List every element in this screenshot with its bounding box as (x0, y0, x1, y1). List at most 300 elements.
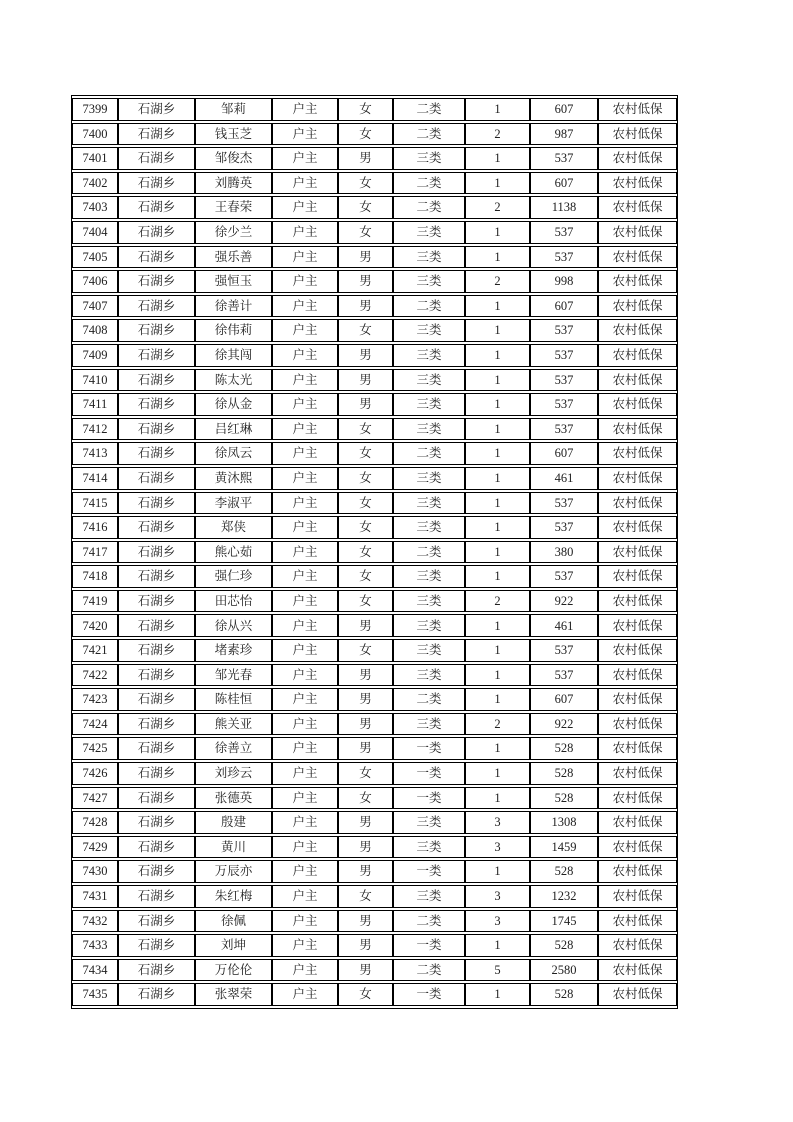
cell-amount: 537 (530, 221, 598, 244)
table-row (72, 344, 677, 367)
cell-relation: 户主 (272, 910, 338, 933)
cell-gender: 男 (338, 393, 393, 416)
cell-gender: 男 (338, 664, 393, 687)
cell-amount: 922 (530, 713, 598, 736)
cell-gender: 女 (338, 565, 393, 588)
table-row (72, 147, 677, 170)
cell-assistance-type: 农村低保 (598, 541, 677, 564)
cell-assistance-type: 农村低保 (598, 492, 677, 515)
cell-amount: 537 (530, 565, 598, 588)
cell-assistance-type: 农村低保 (598, 910, 677, 933)
table-row (72, 98, 677, 121)
cell-category: 三类 (393, 885, 465, 908)
cell-household-count: 1 (465, 516, 530, 539)
cell-township: 石湖乡 (118, 787, 195, 810)
cell-township: 石湖乡 (118, 811, 195, 834)
cell-name: 徐佩 (195, 910, 272, 933)
cell-relation: 户主 (272, 246, 338, 269)
cell-township: 石湖乡 (118, 664, 195, 687)
cell-name: 堵素珍 (195, 639, 272, 662)
cell-serial-number: 7402 (72, 172, 118, 195)
table-row (72, 713, 677, 736)
cell-township: 石湖乡 (118, 934, 195, 957)
cell-serial-number: 7403 (72, 196, 118, 219)
cell-name: 徐善立 (195, 737, 272, 760)
cell-serial-number: 7432 (72, 910, 118, 933)
cell-gender: 女 (338, 590, 393, 613)
cell-household-count: 5 (465, 959, 530, 982)
cell-relation: 户主 (272, 934, 338, 957)
cell-category: 三类 (393, 590, 465, 613)
cell-assistance-type: 农村低保 (598, 221, 677, 244)
cell-relation: 户主 (272, 123, 338, 146)
cell-household-count: 1 (465, 688, 530, 711)
table-row (72, 885, 677, 908)
cell-assistance-type: 农村低保 (598, 369, 677, 392)
cell-assistance-type: 农村低保 (598, 737, 677, 760)
cell-name: 张德英 (195, 787, 272, 810)
cell-relation: 户主 (272, 639, 338, 662)
cell-household-count: 1 (465, 787, 530, 810)
cell-relation: 户主 (272, 98, 338, 121)
cell-amount: 537 (530, 639, 598, 662)
cell-serial-number: 7429 (72, 836, 118, 859)
cell-relation: 户主 (272, 885, 338, 908)
cell-amount: 380 (530, 541, 598, 564)
table-row (72, 492, 677, 515)
cell-relation: 户主 (272, 221, 338, 244)
records-table (72, 96, 677, 1008)
cell-category: 二类 (393, 172, 465, 195)
cell-gender: 女 (338, 762, 393, 785)
cell-township: 石湖乡 (118, 959, 195, 982)
cell-household-count: 1 (465, 860, 530, 883)
table-row (72, 565, 677, 588)
cell-assistance-type: 农村低保 (598, 172, 677, 195)
cell-name: 万辰亦 (195, 860, 272, 883)
cell-household-count: 3 (465, 910, 530, 933)
table-row (72, 688, 677, 711)
cell-assistance-type: 农村低保 (598, 123, 677, 146)
cell-name: 徐其闯 (195, 344, 272, 367)
cell-household-count: 1 (465, 393, 530, 416)
table-row (72, 196, 677, 219)
cell-gender: 女 (338, 442, 393, 465)
cell-category: 三类 (393, 221, 465, 244)
cell-serial-number: 7400 (72, 123, 118, 146)
cell-gender: 女 (338, 172, 393, 195)
cell-category: 二类 (393, 959, 465, 982)
cell-relation: 户主 (272, 787, 338, 810)
table-row (72, 762, 677, 785)
cell-gender: 女 (338, 123, 393, 146)
cell-household-count: 1 (465, 246, 530, 269)
table-row (72, 664, 677, 687)
cell-name: 朱红梅 (195, 885, 272, 908)
cell-township: 石湖乡 (118, 688, 195, 711)
cell-household-count: 1 (465, 442, 530, 465)
cell-amount: 1459 (530, 836, 598, 859)
cell-serial-number: 7424 (72, 713, 118, 736)
cell-amount: 528 (530, 860, 598, 883)
cell-relation: 户主 (272, 295, 338, 318)
cell-gender: 女 (338, 983, 393, 1006)
cell-relation: 户主 (272, 860, 338, 883)
cell-township: 石湖乡 (118, 590, 195, 613)
table-row (72, 319, 677, 342)
cell-assistance-type: 农村低保 (598, 664, 677, 687)
cell-category: 三类 (393, 639, 465, 662)
table-row (72, 787, 677, 810)
cell-township: 石湖乡 (118, 123, 195, 146)
cell-serial-number: 7411 (72, 393, 118, 416)
table-row (72, 270, 677, 293)
cell-household-count: 2 (465, 590, 530, 613)
cell-serial-number: 7428 (72, 811, 118, 834)
cell-name: 徐少兰 (195, 221, 272, 244)
cell-assistance-type: 农村低保 (598, 860, 677, 883)
cell-amount: 537 (530, 393, 598, 416)
cell-township: 石湖乡 (118, 442, 195, 465)
cell-household-count: 1 (465, 983, 530, 1006)
cell-household-count: 1 (465, 762, 530, 785)
cell-category: 三类 (393, 270, 465, 293)
cell-township: 石湖乡 (118, 541, 195, 564)
cell-relation: 户主 (272, 811, 338, 834)
cell-name: 黄川 (195, 836, 272, 859)
cell-name: 张翠荣 (195, 983, 272, 1006)
cell-relation: 户主 (272, 393, 338, 416)
cell-amount: 607 (530, 98, 598, 121)
cell-gender: 男 (338, 959, 393, 982)
cell-relation: 户主 (272, 467, 338, 490)
cell-gender: 男 (338, 836, 393, 859)
cell-relation: 户主 (272, 590, 338, 613)
cell-relation: 户主 (272, 614, 338, 637)
cell-household-count: 1 (465, 319, 530, 342)
cell-township: 石湖乡 (118, 393, 195, 416)
cell-gender: 女 (338, 885, 393, 908)
cell-household-count: 3 (465, 811, 530, 834)
cell-category: 二类 (393, 196, 465, 219)
table-row (72, 737, 677, 760)
cell-serial-number: 7423 (72, 688, 118, 711)
cell-amount: 537 (530, 147, 598, 170)
cell-serial-number: 7406 (72, 270, 118, 293)
cell-serial-number: 7407 (72, 295, 118, 318)
cell-household-count: 3 (465, 885, 530, 908)
cell-household-count: 1 (465, 98, 530, 121)
cell-category: 三类 (393, 467, 465, 490)
cell-gender: 女 (338, 467, 393, 490)
cell-township: 石湖乡 (118, 147, 195, 170)
table-row (72, 516, 677, 539)
cell-gender: 女 (338, 221, 393, 244)
cell-assistance-type: 农村低保 (598, 295, 677, 318)
cell-relation: 户主 (272, 516, 338, 539)
cell-serial-number: 7431 (72, 885, 118, 908)
cell-township: 石湖乡 (118, 737, 195, 760)
cell-relation: 户主 (272, 762, 338, 785)
cell-gender: 男 (338, 369, 393, 392)
cell-assistance-type: 农村低保 (598, 270, 677, 293)
cell-relation: 户主 (272, 172, 338, 195)
cell-township: 石湖乡 (118, 836, 195, 859)
cell-township: 石湖乡 (118, 172, 195, 195)
cell-household-count: 1 (465, 344, 530, 367)
cell-gender: 男 (338, 270, 393, 293)
cell-serial-number: 7405 (72, 246, 118, 269)
cell-relation: 户主 (272, 713, 338, 736)
cell-household-count: 1 (465, 614, 530, 637)
cell-assistance-type: 农村低保 (598, 516, 677, 539)
cell-serial-number: 7419 (72, 590, 118, 613)
records-table-border (71, 95, 678, 1009)
cell-category: 二类 (393, 910, 465, 933)
cell-assistance-type: 农村低保 (598, 762, 677, 785)
cell-gender: 女 (338, 98, 393, 121)
cell-name: 熊关亚 (195, 713, 272, 736)
cell-category: 三类 (393, 836, 465, 859)
cell-relation: 户主 (272, 541, 338, 564)
cell-assistance-type: 农村低保 (598, 418, 677, 441)
cell-household-count: 1 (465, 565, 530, 588)
cell-category: 一类 (393, 762, 465, 785)
cell-category: 三类 (393, 147, 465, 170)
cell-serial-number: 7420 (72, 614, 118, 637)
cell-relation: 户主 (272, 147, 338, 170)
table-row (72, 836, 677, 859)
cell-township: 石湖乡 (118, 565, 195, 588)
cell-household-count: 1 (465, 369, 530, 392)
cell-category: 三类 (393, 369, 465, 392)
cell-township: 石湖乡 (118, 639, 195, 662)
cell-category: 一类 (393, 934, 465, 957)
cell-township: 石湖乡 (118, 467, 195, 490)
cell-gender: 男 (338, 246, 393, 269)
cell-assistance-type: 农村低保 (598, 344, 677, 367)
table-row (72, 123, 677, 146)
cell-relation: 户主 (272, 369, 338, 392)
cell-gender: 女 (338, 639, 393, 662)
cell-category: 三类 (393, 614, 465, 637)
cell-serial-number: 7415 (72, 492, 118, 515)
cell-relation: 户主 (272, 983, 338, 1006)
cell-gender: 男 (338, 614, 393, 637)
cell-category: 三类 (393, 664, 465, 687)
cell-name: 熊心茹 (195, 541, 272, 564)
cell-household-count: 1 (465, 639, 530, 662)
cell-relation: 户主 (272, 565, 338, 588)
cell-assistance-type: 农村低保 (598, 934, 677, 957)
cell-gender: 女 (338, 492, 393, 515)
cell-relation: 户主 (272, 319, 338, 342)
table-row (72, 221, 677, 244)
cell-assistance-type: 农村低保 (598, 983, 677, 1006)
cell-category: 三类 (393, 811, 465, 834)
cell-amount: 1308 (530, 811, 598, 834)
cell-gender: 男 (338, 860, 393, 883)
cell-category: 二类 (393, 123, 465, 146)
cell-assistance-type: 农村低保 (598, 393, 677, 416)
cell-name: 刘坤 (195, 934, 272, 957)
table-row (72, 467, 677, 490)
cell-serial-number: 7410 (72, 369, 118, 392)
cell-name: 陈桂恒 (195, 688, 272, 711)
cell-township: 石湖乡 (118, 860, 195, 883)
cell-gender: 男 (338, 147, 393, 170)
cell-township: 石湖乡 (118, 319, 195, 342)
cell-category: 二类 (393, 541, 465, 564)
cell-gender: 女 (338, 418, 393, 441)
cell-name: 徐善计 (195, 295, 272, 318)
cell-amount: 1138 (530, 196, 598, 219)
table-row (72, 860, 677, 883)
cell-household-count: 2 (465, 196, 530, 219)
cell-category: 三类 (393, 516, 465, 539)
cell-amount: 1745 (530, 910, 598, 933)
cell-household-count: 2 (465, 270, 530, 293)
cell-amount: 528 (530, 934, 598, 957)
cell-serial-number: 7433 (72, 934, 118, 957)
cell-name: 刘腾英 (195, 172, 272, 195)
cell-gender: 女 (338, 541, 393, 564)
cell-name: 强恒玉 (195, 270, 272, 293)
cell-assistance-type: 农村低保 (598, 614, 677, 637)
cell-township: 石湖乡 (118, 713, 195, 736)
cell-amount: 537 (530, 246, 598, 269)
table-row (72, 590, 677, 613)
cell-township: 石湖乡 (118, 910, 195, 933)
cell-amount: 607 (530, 295, 598, 318)
cell-amount: 1232 (530, 885, 598, 908)
cell-household-count: 1 (465, 295, 530, 318)
cell-assistance-type: 农村低保 (598, 442, 677, 465)
table-row (72, 983, 677, 1006)
cell-relation: 户主 (272, 344, 338, 367)
cell-serial-number: 7435 (72, 983, 118, 1006)
cell-name: 强乐善 (195, 246, 272, 269)
cell-relation: 户主 (272, 959, 338, 982)
cell-household-count: 1 (465, 934, 530, 957)
cell-township: 石湖乡 (118, 614, 195, 637)
cell-category: 一类 (393, 860, 465, 883)
cell-category: 二类 (393, 295, 465, 318)
cell-township: 石湖乡 (118, 492, 195, 515)
cell-amount: 987 (530, 123, 598, 146)
cell-amount: 998 (530, 270, 598, 293)
cell-serial-number: 7412 (72, 418, 118, 441)
cell-name: 李淑平 (195, 492, 272, 515)
cell-relation: 户主 (272, 270, 338, 293)
table-row (72, 614, 677, 637)
cell-amount: 528 (530, 787, 598, 810)
cell-category: 三类 (393, 565, 465, 588)
cell-amount: 528 (530, 983, 598, 1006)
cell-amount: 461 (530, 614, 598, 637)
cell-assistance-type: 农村低保 (598, 246, 677, 269)
cell-category: 三类 (393, 344, 465, 367)
cell-household-count: 2 (465, 123, 530, 146)
cell-name: 徐伟莉 (195, 319, 272, 342)
cell-township: 石湖乡 (118, 369, 195, 392)
cell-assistance-type: 农村低保 (598, 787, 677, 810)
cell-serial-number: 7414 (72, 467, 118, 490)
cell-name: 徐凤云 (195, 442, 272, 465)
cell-household-count: 1 (465, 418, 530, 441)
cell-relation: 户主 (272, 836, 338, 859)
cell-amount: 537 (530, 492, 598, 515)
cell-relation: 户主 (272, 737, 338, 760)
cell-amount: 528 (530, 737, 598, 760)
cell-serial-number: 7404 (72, 221, 118, 244)
cell-serial-number: 7430 (72, 860, 118, 883)
cell-name: 万伦伦 (195, 959, 272, 982)
table-row (72, 246, 677, 269)
cell-amount: 607 (530, 442, 598, 465)
cell-assistance-type: 农村低保 (598, 98, 677, 121)
cell-amount: 607 (530, 688, 598, 711)
cell-name: 陈太光 (195, 369, 272, 392)
cell-category: 三类 (393, 246, 465, 269)
cell-household-count: 1 (465, 147, 530, 170)
cell-amount: 537 (530, 664, 598, 687)
cell-serial-number: 7413 (72, 442, 118, 465)
table-row (72, 541, 677, 564)
cell-assistance-type: 农村低保 (598, 885, 677, 908)
cell-serial-number: 7425 (72, 737, 118, 760)
cell-household-count: 1 (465, 172, 530, 195)
cell-serial-number: 7401 (72, 147, 118, 170)
table-row (72, 811, 677, 834)
cell-gender: 男 (338, 934, 393, 957)
table-row (72, 934, 677, 957)
cell-category: 二类 (393, 688, 465, 711)
cell-name: 黄沐熙 (195, 467, 272, 490)
cell-category: 一类 (393, 737, 465, 760)
cell-category: 三类 (393, 418, 465, 441)
cell-relation: 户主 (272, 492, 338, 515)
table-row (72, 910, 677, 933)
cell-amount: 537 (530, 344, 598, 367)
cell-amount: 537 (530, 319, 598, 342)
cell-assistance-type: 农村低保 (598, 811, 677, 834)
table-row (72, 369, 677, 392)
cell-gender: 女 (338, 319, 393, 342)
cell-township: 石湖乡 (118, 762, 195, 785)
table-row (72, 442, 677, 465)
cell-gender: 男 (338, 295, 393, 318)
cell-serial-number: 7426 (72, 762, 118, 785)
cell-name: 邹莉 (195, 98, 272, 121)
cell-gender: 男 (338, 737, 393, 760)
cell-name: 刘珍云 (195, 762, 272, 785)
table-row (72, 639, 677, 662)
cell-assistance-type: 农村低保 (598, 196, 677, 219)
cell-name: 邹俊杰 (195, 147, 272, 170)
cell-township: 石湖乡 (118, 516, 195, 539)
cell-relation: 户主 (272, 664, 338, 687)
cell-serial-number: 7421 (72, 639, 118, 662)
cell-category: 一类 (393, 983, 465, 1006)
cell-category: 一类 (393, 787, 465, 810)
cell-gender: 男 (338, 811, 393, 834)
cell-serial-number: 7416 (72, 516, 118, 539)
cell-gender: 男 (338, 688, 393, 711)
cell-assistance-type: 农村低保 (598, 565, 677, 588)
cell-township: 石湖乡 (118, 885, 195, 908)
cell-township: 石湖乡 (118, 98, 195, 121)
